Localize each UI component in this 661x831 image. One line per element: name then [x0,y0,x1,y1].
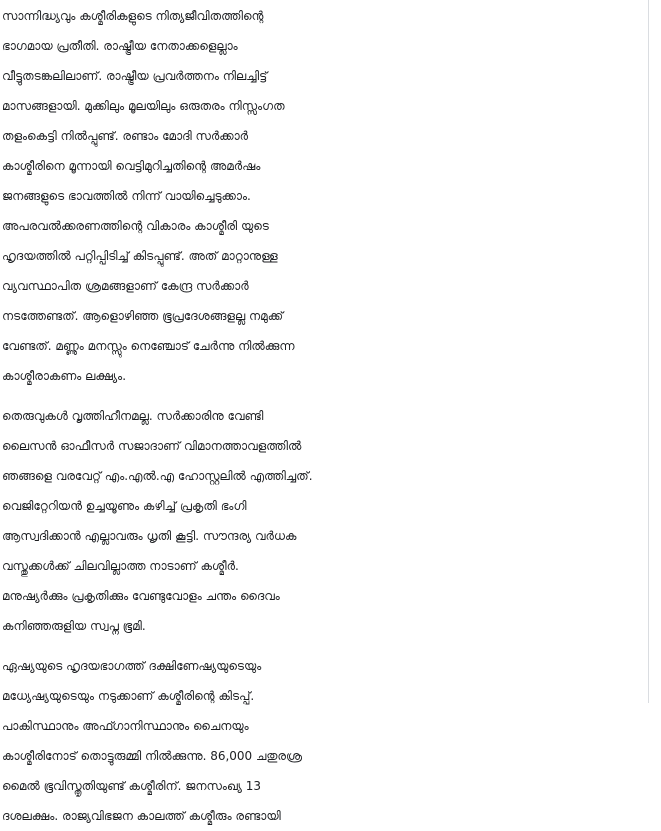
text-line: ഏഷ്യയുടെ ഹൃദയഭാഗത്ത് ദക്ഷിണേഷ്യയുടെയും [2,659,262,673]
text-line: വേണ്ടത്. മണ്ണും മനസ്സും നെഞ്ചോട് ചേർന്നു നിൽക്കുന്ന [2,339,295,353]
text-line: ഹൃദയത്തിൽ പറ്റിപ്പിടിച്ച് കിടപ്പുണ്ട്. അത് മാറ്റാനുള്ള [2,249,278,263]
text-line: കാശ്മീരിനെ മൂന്നായി വെട്ടിമുറിച്ചതിന്റെ അമർഷം [2,159,261,173]
text-line: ജനങ്ങളുടെ ഭാവത്തിൽ നിന്ന് വായിച്ചെടുക്കാം. [2,189,251,203]
paragraph-1 [2,1,648,391]
text-line: മാസങ്ങളായി. മുക്കിലും മൂലയിലും ഒരുതരം നിസ്സംഗത [2,99,285,113]
text-line: സാന്നിദ്ധ്യവും കശ്മീരികളുടെ നിത്യജീവിതത്തിന്റെ [2,9,264,23]
text-line: മനുഷ്യർക്കും പ്രകൃതിക്കും വേണ്ടുവോളം ചന്തം ദൈവം [2,589,280,603]
text-line: വ്യവസ്ഥാപിത ശ്രമങ്ങളാണ് കേന്ദ്ര സർക്കാർ [2,279,249,293]
text-line: ഭാഗമായ പ്രതീതി. രാഷ്ട്രീയ നേതാക്കളെല്ലാം [2,39,238,53]
text-line: പാകിസ്ഥാനും അഫ്ഗാനിസ്ഥാനും ചൈനയും [2,719,249,733]
text-line: മധ്യേഷ്യയുടെയും നടുക്കാണ് കശ്മീരിന്റെ കിടപ്പ്. [2,689,255,703]
content-right-border [648,0,649,703]
text-line: വീട്ടുതടങ്കലിലാണ്. രാഷ്ട്രീയ പ്രവർത്തനം നിലച്ചിട്ട് [2,69,268,83]
text-line: തളംകെട്ടി നിൽപ്പുണ്ട്. രണ്ടാം മോദി സർക്കാർ [2,129,249,143]
paragraph-2 [2,401,648,641]
text-line: ലൈസൻ ഓഫീസർ സജാദാണ് വിമാനത്താവളത്തിൽ [2,439,302,453]
text-line: തെരുവുകൾ വൃത്തിഹീനമല്ല. സർക്കാരിനു വേണ്ടി [2,409,264,423]
text-line: കാശ്മീരിനോട് തൊട്ടുരുമ്മി നിൽക്കുന്നു. 86,000 ചതുരശ്ര [2,749,303,763]
text-line: മൈൽ ഭൂവിസ്തൃതിയുണ്ട് കശ്മീരിന്. ജനസംഖ്യ 13 [2,779,261,793]
text-line: ആസ്വദിക്കാൻ എല്ലാവരും ധൃതി കൂട്ടി. സൗന്ദര്യ വർധക [2,529,297,543]
paragraph-3 [2,651,648,831]
text-line: വെജിറ്റേറിയൻ ഉച്ചയൂണും കഴിച്ച് പ്രകൃതി ഭംഗി [2,499,247,513]
text-line: നടത്തേണ്ടത്. ആളൊഴിഞ്ഞ ഭൂപ്രദേശങ്ങളല്ല നമുക്ക് [2,309,284,323]
text-line: ഞങ്ങളെ വരവേറ്റ് എം.എൽ.എ ഹോസ്റ്റലിൽ എത്തിച്ചത്. [2,469,313,483]
text-line: കാശ്മീരാകണം ലക്ഷ്യം. [2,369,127,383]
text-line: അപരവൽക്കരണത്തിന്റെ വികാരം കാശ്മീരി യുടെ [2,219,269,233]
text-line: കനിഞ്ഞരുളിയ സ്വപ്ന ഭൂമി. [2,619,146,633]
text-line: വസ്തുക്കൾക്ക് ചിലവില്ലാത്ത നാടാണ് കശ്മീർ. [2,559,239,573]
text-line: ദശലക്ഷം. രാജ്യവിഭജന കാലത്ത് കശ്മീരും രണ്ടായി [2,809,281,823]
